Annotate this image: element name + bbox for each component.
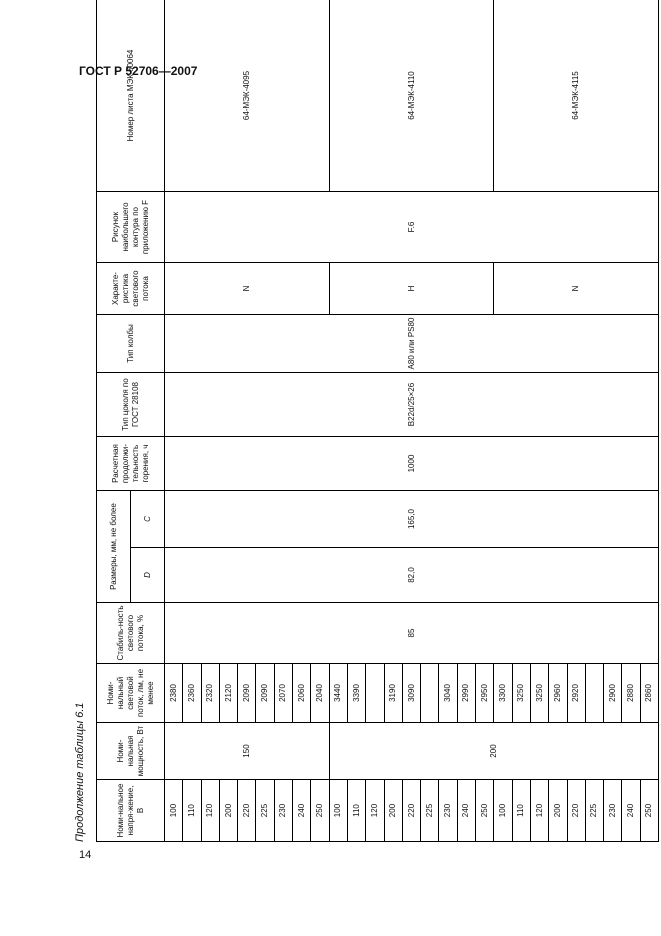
flux-cell: 2040 xyxy=(311,664,329,723)
flux-cell: 3250 xyxy=(530,664,548,723)
voltage-cell: 200 xyxy=(549,780,567,842)
flux-cell: 2920 xyxy=(567,664,585,723)
voltage-cell: 225 xyxy=(421,780,439,842)
flux-cell: 2960 xyxy=(549,664,567,723)
flux-cell xyxy=(366,664,384,723)
flux-cell: 3390 xyxy=(347,664,365,723)
header-flux: Номи-нальный световой поток, лм, не менее xyxy=(97,664,165,723)
life-cell: 1000 xyxy=(165,437,659,491)
base-cell: B22d/25×26 xyxy=(165,373,659,437)
header-figure: Рисунок наибольшего контура по приложению F xyxy=(97,192,165,263)
flux-characteristic-cell: H xyxy=(329,263,494,315)
flux-cell: 2360 xyxy=(183,664,201,723)
voltage-cell: 225 xyxy=(256,780,274,842)
header-dimensions: Размеры, мм, не более xyxy=(97,491,131,603)
flux-cell: 2990 xyxy=(457,664,475,723)
voltage-cell: 120 xyxy=(201,780,219,842)
voltage-cell: 200 xyxy=(384,780,402,842)
voltage-cell: 230 xyxy=(604,780,622,842)
header-sheet: Номер листа МЭК 60064 xyxy=(97,0,165,192)
header-dim-d: D xyxy=(131,548,165,603)
figure-cell: F.6 xyxy=(165,192,659,263)
document-header: ГОСТ Р 52706—2007 xyxy=(79,64,198,78)
header-power: Номи-нальная мощность, Вт xyxy=(97,723,165,780)
voltage-cell: 230 xyxy=(439,780,457,842)
flux-cell: 2320 xyxy=(201,664,219,723)
flux-cell: 2380 xyxy=(165,664,183,723)
flux-cell: 3040 xyxy=(439,664,457,723)
voltage-cell: 100 xyxy=(165,780,183,842)
voltage-cell: 110 xyxy=(512,780,530,842)
voltage-cell: 100 xyxy=(329,780,347,842)
table-row xyxy=(165,0,183,842)
flux-cell: 2900 xyxy=(604,664,622,723)
voltage-cell: 200 xyxy=(219,780,237,842)
header-flux-characteristic: Характе-ристика светового потока xyxy=(97,263,165,315)
sheet-cell: 64-МЭК-4095 xyxy=(165,0,330,192)
flux-cell: 2070 xyxy=(274,664,292,723)
voltage-cell: 110 xyxy=(183,780,201,842)
voltage-cell: 230 xyxy=(274,780,292,842)
flux-cell: 2060 xyxy=(293,664,311,723)
voltage-cell: 250 xyxy=(476,780,494,842)
flux-cell xyxy=(585,664,603,723)
header-dim-c: C xyxy=(131,491,165,548)
lamp-parameters-table xyxy=(96,0,659,842)
sheet-cell: 64-МЭК-4110 xyxy=(329,0,494,192)
flux-cell: 2880 xyxy=(622,664,640,723)
voltage-cell: 120 xyxy=(366,780,384,842)
voltage-cell: 225 xyxy=(585,780,603,842)
header-voltage: Номи-нальное напря-жение, В xyxy=(97,780,165,842)
power-cell: 150 xyxy=(165,723,330,780)
voltage-cell: 250 xyxy=(311,780,329,842)
page-number: 14 xyxy=(79,849,92,861)
voltage-cell: 100 xyxy=(494,780,512,842)
flux-cell: 2860 xyxy=(640,664,658,723)
flux-cell: 3440 xyxy=(329,664,347,723)
header-stability: Стабиль-ность светового потока, % xyxy=(97,603,165,664)
rotated-table-block xyxy=(74,0,654,842)
flux-characteristic-cell: N xyxy=(494,263,659,315)
dim-d-cell: 82,0 xyxy=(165,548,659,603)
voltage-cell: 220 xyxy=(238,780,256,842)
dim-c-cell: 165,0 xyxy=(165,491,659,548)
flux-cell: 2950 xyxy=(476,664,494,723)
flux-cell: 3300 xyxy=(494,664,512,723)
voltage-cell: 240 xyxy=(293,780,311,842)
voltage-cell: 250 xyxy=(640,780,658,842)
voltage-cell: 220 xyxy=(402,780,420,842)
sheet-cell: 64-МЭК-4115 xyxy=(494,0,659,192)
flux-cell: 3190 xyxy=(384,664,402,723)
voltage-cell: 240 xyxy=(457,780,475,842)
header-base: Тип цоколя по ГОСТ 28108 xyxy=(97,373,165,437)
voltage-cell: 120 xyxy=(530,780,548,842)
power-cell: 200 xyxy=(329,723,658,780)
flux-cell xyxy=(421,664,439,723)
bulb-cell: A80 или PS80 xyxy=(165,315,659,373)
voltage-cell: 110 xyxy=(347,780,365,842)
flux-cell: 2090 xyxy=(238,664,256,723)
flux-cell: 3090 xyxy=(402,664,420,723)
flux-characteristic-cell: N xyxy=(165,263,330,315)
header-bulb: Тип колбы xyxy=(97,315,165,373)
flux-cell: 2120 xyxy=(219,664,237,723)
voltage-cell: 220 xyxy=(567,780,585,842)
stability-cell: 85 xyxy=(165,603,659,664)
flux-cell: 2090 xyxy=(256,664,274,723)
voltage-cell: 240 xyxy=(622,780,640,842)
header-life: Расчетная продолжи-тельность горения, ч xyxy=(97,437,165,491)
flux-cell: 3250 xyxy=(512,664,530,723)
table-caption: Продолжение таблицы 6.1 xyxy=(74,702,86,842)
